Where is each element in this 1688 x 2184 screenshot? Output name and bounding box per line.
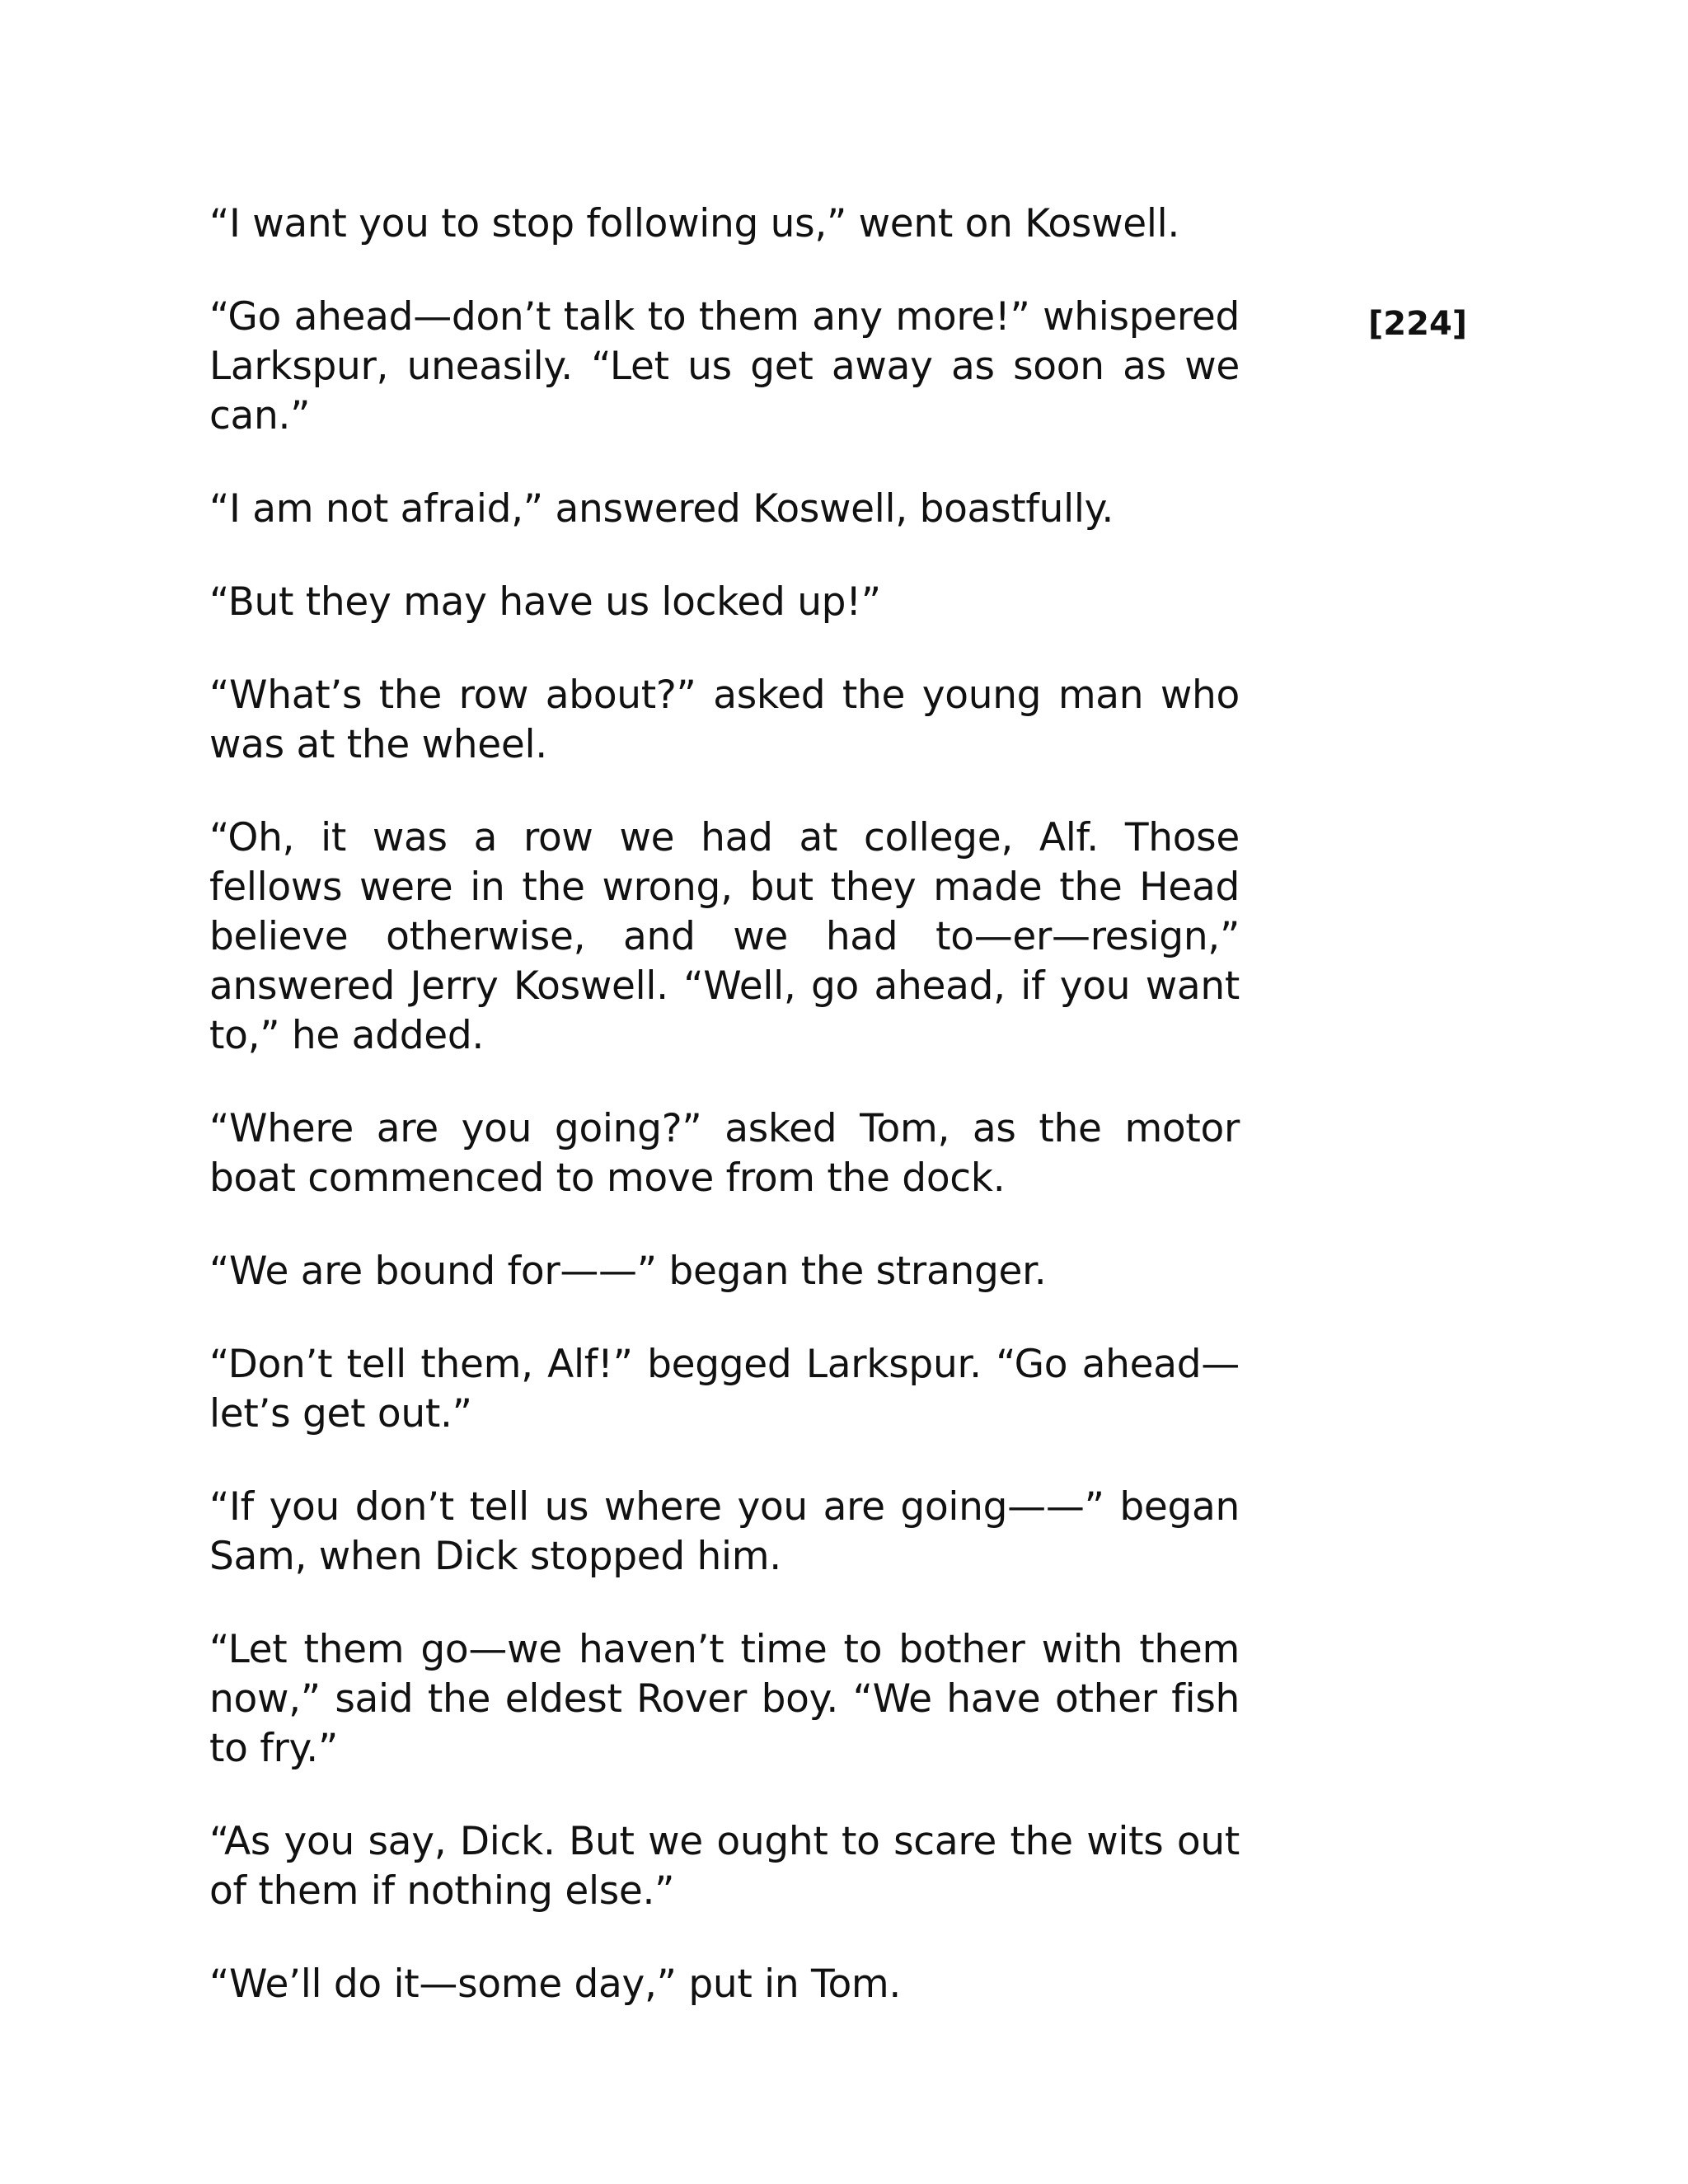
paragraph: “We’ll do it—some day,” put in Tom.: [209, 1961, 902, 2007]
paragraph: “But they may have us locked up!”: [209, 579, 881, 625]
paragraph: “I am not afraid,” answered Koswell, boastfully.: [209, 486, 1114, 532]
paragraph: “Go ahead—don’t talk to them any more!” whispered Larkspur, uneasily. “Let us get away as soon as we can.”: [209, 294, 1240, 438]
paragraph: “What’s the row about?” asked the young man who was at the wheel.: [209, 673, 1240, 767]
paragraph: “As you say, Dick. But we ought to scare the wits out of them if nothing else.”: [209, 1819, 1240, 1914]
paragraph: “Don’t tell them, Alf!” begged Larkspur. “Go ahead—let’s get out.”: [209, 1342, 1240, 1436]
paragraph: “Where are you going?” asked Tom, as the motor boat commenced to move from the dock.: [209, 1106, 1240, 1201]
text-column: [209, 199, 1240, 2053]
paragraph: “If you don’t tell us where you are going——” began Sam, when Dick stopped him.: [209, 1484, 1240, 1579]
paragraph: “We are bound for——” began the stranger.: [209, 1249, 1047, 1294]
paragraph: “I want you to stop following us,” went on Koswell.: [209, 201, 1179, 246]
paragraph: “Oh, it was a row we had at college, Alf. Those fellows were in the wrong, but they made the Head believe otherwise, and we had to—er—resign,” answered Jerry Koswell. “Well, go ahead, if you want to,” he added.: [209, 815, 1240, 1058]
paragraph: “Let them go—we haven’t time to bother with them now,” said the eldest Rover boy. “We have other fish to fry.”: [209, 1627, 1240, 1771]
page-number: [224]: [1368, 305, 1468, 343]
